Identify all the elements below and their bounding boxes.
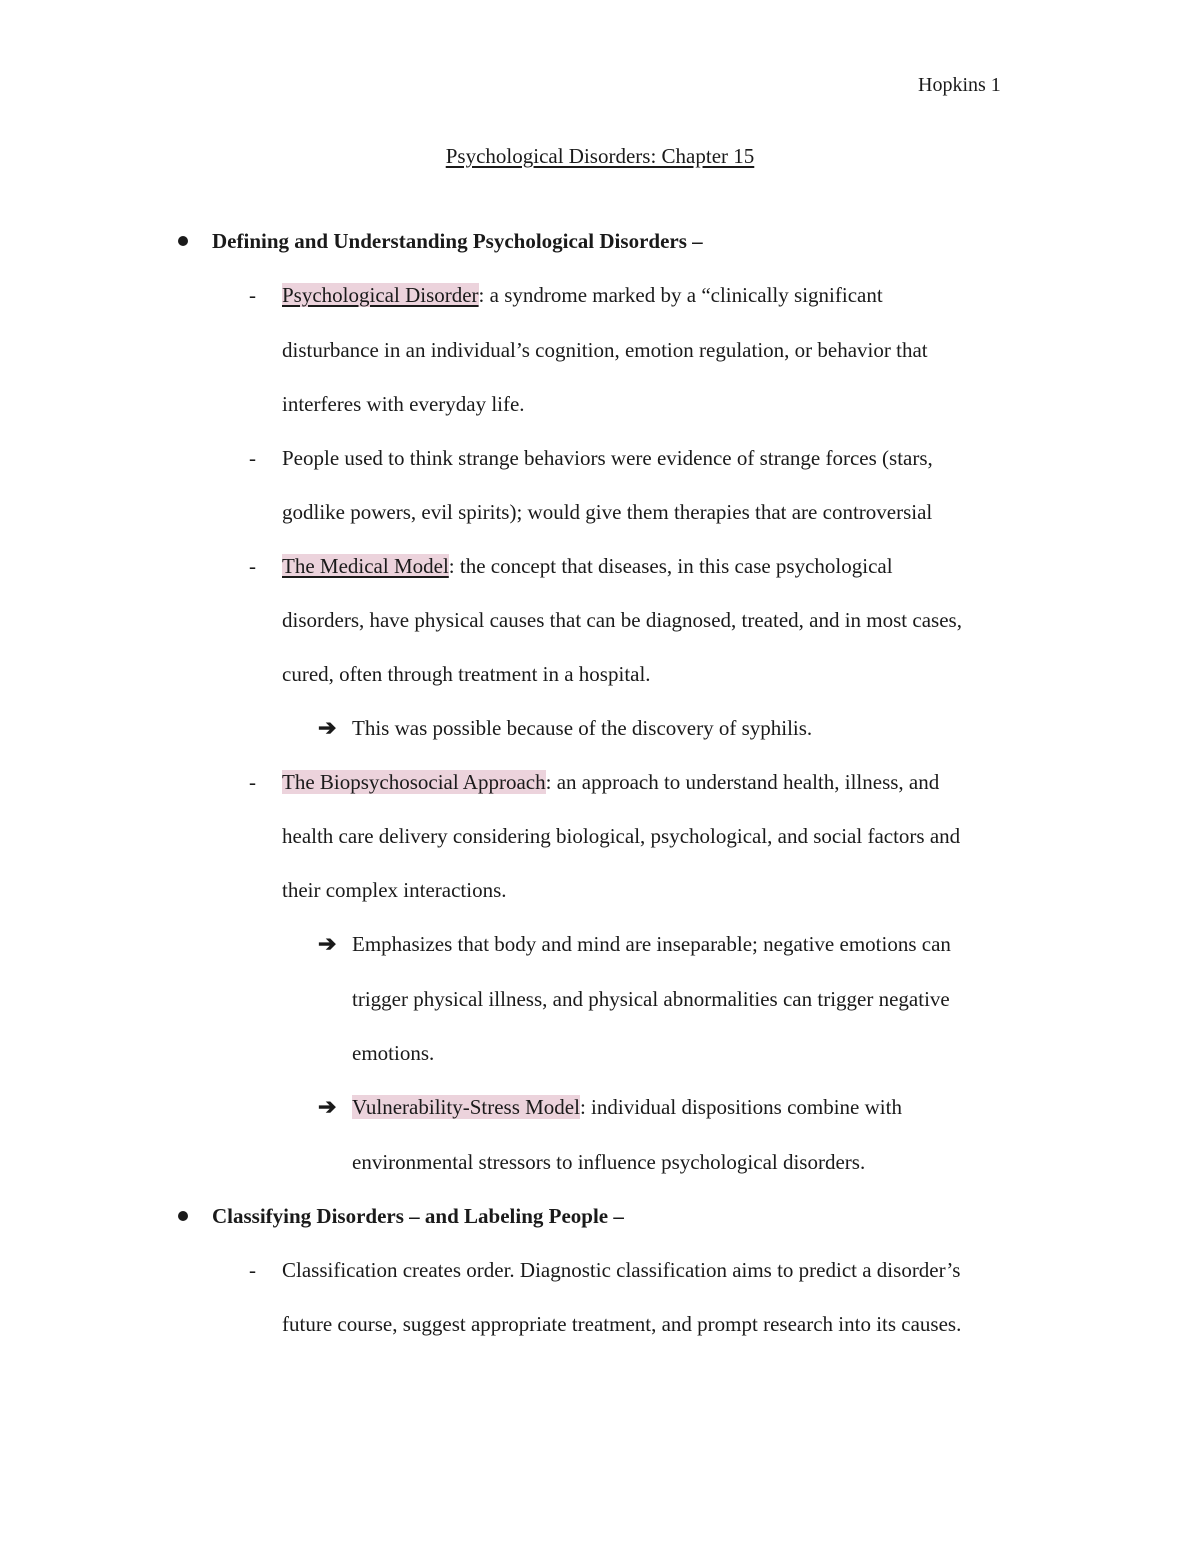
dash-marker: - [249, 554, 256, 578]
sub-item-line: environmental stressors to influence psychological disorders. [352, 1150, 866, 1174]
list-item-line: health care delivery considering biological, psychological, and social factors and [282, 824, 961, 848]
sub-item-line: This was possible because of the discovery of syphilis. [352, 716, 813, 740]
list-item-line [282, 281, 883, 309]
sub-item-line: trigger physical illness, and physical abnormalities can trigger negative [352, 987, 950, 1011]
arrow-right-icon: ➔ [318, 1094, 337, 1119]
section-heading: Classifying Disorders – and Labeling People – [212, 1204, 624, 1228]
section-heading: Defining and Understanding Psychological Disorders – [212, 229, 703, 253]
list-item-line: future course, suggest appropriate treatment, and prompt research into its causes. [282, 1312, 962, 1336]
arrow-right-icon: ➔ [318, 931, 337, 956]
list-item-line [282, 768, 939, 796]
list-item-line: cured, often through treatment in a hospital. [282, 662, 651, 686]
list-item-line: disturbance in an individual’s cognition, emotion regulation, or behavior that [282, 338, 928, 362]
term-definition: : an approach to understand health, illness, and [545, 770, 940, 794]
sub-item-line: Emphasizes that body and mind are inseparable; negative emotions can [352, 932, 951, 956]
dash-marker: - [249, 446, 256, 470]
sub-item-line: emotions. [352, 1041, 435, 1065]
dash-marker: - [249, 1258, 256, 1282]
list-item-line: their complex interactions. [282, 878, 507, 902]
list-item-line: People used to think strange behaviors were evidence of strange forces (stars, [282, 446, 933, 470]
list-item-line [282, 552, 893, 580]
highlighted-term: Psychological Disorder [282, 283, 479, 307]
document-title: Psychological Disorders: Chapter 15 [445, 144, 755, 168]
dash-marker: - [249, 283, 256, 307]
list-item-line: interferes with everyday life. [282, 392, 525, 416]
highlighted-term: Vulnerability-Stress Model [352, 1095, 580, 1119]
list-item-line: disorders, have physical causes that can be diagnosed, treated, and in most cases, [282, 608, 962, 632]
term-definition: : the concept that diseases, in this case psychological [448, 554, 893, 578]
bullet-dot-icon [178, 1211, 188, 1221]
bullet-dot-icon [178, 236, 188, 246]
arrow-right-icon: ➔ [318, 715, 337, 740]
dash-marker: - [249, 770, 256, 794]
sub-item-line [352, 1093, 902, 1121]
list-item-line: godlike powers, evil spirits); would give them therapies that are controversial [282, 500, 933, 524]
term-definition: : a syndrome marked by a “clinically significant [478, 283, 883, 307]
highlighted-term: The Biopsychosocial Approach [282, 770, 546, 794]
page-header-label: Hopkins 1 [918, 74, 1001, 96]
list-item-line: Classification creates order. Diagnostic classification aims to predict a disorder’s [282, 1258, 961, 1282]
term-definition: : individual dispositions combine with [579, 1095, 902, 1119]
highlighted-term: The Medical Model [282, 554, 449, 578]
